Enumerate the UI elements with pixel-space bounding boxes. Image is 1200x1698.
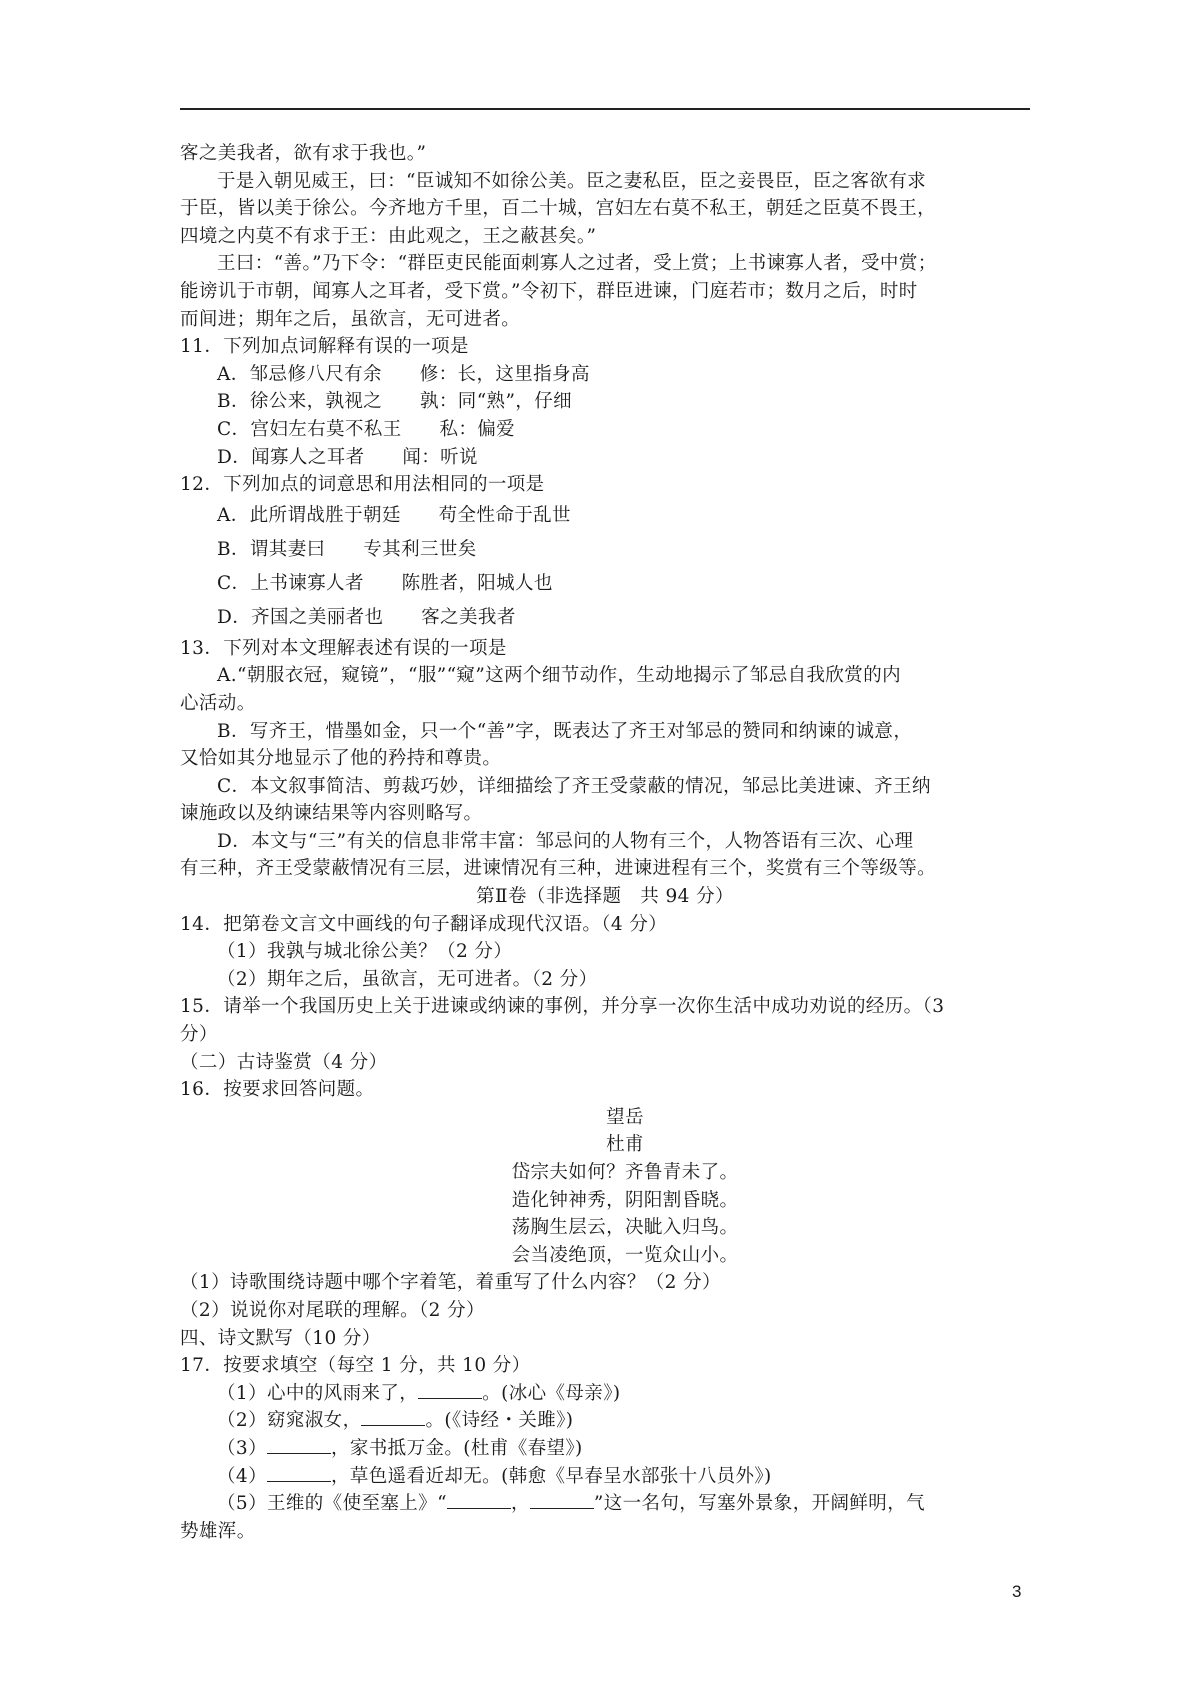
question-13-stem: 13．下列对本文理解表述有误的一项是 xyxy=(180,637,507,659)
q12-option-c: C．上书谏寡人者 陈胜者，阳城人也 xyxy=(217,572,553,594)
q17-sub-5 xyxy=(180,1490,1030,1518)
q13-option-a: A.“朝服衣冠，窥镜”，“服”“窥”这两个细节动作，生动地揭示了邹忌自我欣赏的内 xyxy=(217,665,901,687)
question-15-stem-cont: 分） xyxy=(180,1024,218,1046)
section-title: 第Ⅱ卷（非选择题 共 94 分） xyxy=(476,886,734,908)
poem-line: 造化钟神秀，阴阳割昏晓。 xyxy=(511,1189,739,1211)
q17-sub-5-prefix: （5）王维的《使至塞上》“ xyxy=(217,1493,447,1515)
q16-sub-2: （2）说说你对尾联的理解。（2 分） xyxy=(180,1299,485,1321)
part-heading: 四、诗文默写（10 分） xyxy=(180,1327,381,1349)
question-17-stem: 17．按要求填空（每空 1 分，共 10 分） xyxy=(180,1355,531,1377)
q17-sub-5-cont: 势雄浑。 xyxy=(180,1520,256,1542)
header-rule xyxy=(180,108,1030,110)
passage-line: 于是入朝见威王，曰：“臣诚知不如徐公美。臣之妻私臣，臣之妾畏臣，臣之客欲有求 xyxy=(217,170,927,192)
fill-blank[interactable] xyxy=(267,1435,331,1454)
page-content xyxy=(180,140,1030,1545)
poem-author: 杜甫 xyxy=(606,1134,644,1156)
q13-option-b-cont: 又恰如其分地显示了他的矜持和尊贵。 xyxy=(180,748,502,770)
question-11-stem: 11．下列加点词解释有误的一项是 xyxy=(180,336,469,358)
page-number: 3 xyxy=(1012,1582,1022,1601)
q17-sub-3 xyxy=(180,1435,1030,1463)
q13-option-c-cont: 谏施政以及纳谏结果等内容则略写。 xyxy=(180,803,483,825)
q13-option-a-cont: 心活动。 xyxy=(180,692,256,714)
passage-line: 能谤讥于市朝，闻寡人之耳者，受下赏。”令初下，群臣进谏，门庭若市；数月之后，时时 xyxy=(180,280,918,302)
fill-blank[interactable] xyxy=(361,1407,425,1426)
poem-title: 望岳 xyxy=(606,1106,644,1128)
q14-sub-2: （2）期年之后，虽欲言，无可进者。（2 分） xyxy=(217,968,598,990)
q17-sub-3-prefix: （3） xyxy=(217,1437,267,1459)
fill-blank[interactable] xyxy=(418,1380,482,1399)
poem-line: 岱宗夫如何？齐鲁青未了。 xyxy=(511,1162,739,1183)
q16-sub-1: （1）诗歌围绕诗题中哪个字着笔，着重写了什么内容？（2 分） xyxy=(180,1272,721,1294)
q11-option-a: A．邹忌修八尺有余 修：长，这里指身高 xyxy=(217,363,590,385)
part-heading: （二）古诗鉴赏（4 分） xyxy=(180,1051,388,1073)
poem-line: 荡胸生层云，决眦入归鸟。 xyxy=(511,1217,739,1239)
q13-option-d-cont: 有三种，齐王受蒙蔽情况有三层，进谏情况有三种，进谏进程有三个，奖赏有三个等级等。 xyxy=(180,858,937,880)
q17-sub-5-suffix: ”这一名句，写塞外景象，开阔鲜明，气 xyxy=(593,1493,926,1515)
question-14-stem: 14．把第卷文言文中画线的句子翻译成现代汉语。（4 分） xyxy=(180,913,668,935)
q13-option-c: C．本文叙事简洁、剪裁巧妙，详细描绘了齐王受蒙蔽的情况，邹忌比美进谏、齐王纳 xyxy=(217,775,931,797)
q11-option-c: C．宫妇左右莫不私王 私：偏爱 xyxy=(217,418,516,440)
q17-sub-2-suffix: 。(《诗经・关雎》) xyxy=(425,1410,574,1432)
passage-line: 四境之内莫不有求于王：由此观之，王之蔽甚矣。” xyxy=(180,225,597,247)
q17-sub-2-prefix: （2）窈窕淑女， xyxy=(217,1410,362,1432)
q14-sub-1: （1）我孰与城北徐公美？（2 分） xyxy=(217,941,513,963)
poem-line: 会当凌绝顶，一览众山小。 xyxy=(511,1244,739,1266)
passage-line: 王曰：“善。”乃下令：“群臣吏民能面刺寡人之过者，受上赏；上书谏寡人者，受中赏； xyxy=(217,253,937,275)
q13-option-d: D．本文与“三”有关的信息非常丰富：邹忌问的人物有三个，人物答语有三次、心理 xyxy=(217,830,914,852)
fill-blank[interactable] xyxy=(530,1490,594,1509)
q17-sub-4 xyxy=(180,1463,1030,1491)
q17-sub-4-suffix: ，草色遥看近却无。(韩愈《早春呈水部张十八员外》) xyxy=(330,1465,772,1487)
q17-sub-2 xyxy=(180,1407,1030,1435)
q17-sub-5-middle: ， xyxy=(510,1493,530,1515)
q13-option-b: B．写齐王，惜墨如金，只一个“善”字，既表达了齐王对邹忌的赞同和纳谏的诚意， xyxy=(217,720,913,742)
fill-blank[interactable] xyxy=(447,1490,511,1509)
fill-blank[interactable] xyxy=(267,1463,331,1482)
q17-sub-3-suffix: ，家书抵万金。(杜甫《春望》) xyxy=(330,1437,583,1459)
passage-line: 客之美我者，欲有求于我也。” xyxy=(180,143,427,164)
q17-sub-4-prefix: （4） xyxy=(217,1465,267,1487)
q17-sub-1-suffix: 。(冰心《母亲》) xyxy=(482,1382,621,1404)
question-12-stem: 12．下列加点的词意思和用法相同的一项是 xyxy=(180,474,545,496)
question-16-stem: 16．按要求回答问题。 xyxy=(180,1079,375,1101)
q17-sub-1-prefix: （1）心中的风雨来了， xyxy=(217,1382,419,1404)
passage-line: 于臣，皆以美于徐公。今齐地方千里，百二十城，宫妇左右莫不私王，朝廷之臣莫不畏王， xyxy=(180,198,937,220)
q12-option-d: D．齐国之美丽者也 客之美我者 xyxy=(217,606,516,628)
q17-sub-1 xyxy=(180,1380,1030,1408)
q12-option-b: B．谓其妻曰 专其利三世矣 xyxy=(217,538,477,560)
q11-option-b: B．徐公来，孰视之 孰：同“熟”，仔细 xyxy=(217,391,573,413)
question-15-stem: 15．请举一个我国历史上关于进谏或纳谏的事例，并分享一次你生活中成功劝说的经历。（3 xyxy=(180,996,945,1018)
q12-option-a: A．此所谓战胜于朝廷 苟全性命于乱世 xyxy=(217,504,571,526)
q11-option-d: D．闻寡人之耳者 闻：听说 xyxy=(217,446,478,468)
passage-line: 而间进；期年之后，虽欲言，无可进者。 xyxy=(180,308,521,330)
